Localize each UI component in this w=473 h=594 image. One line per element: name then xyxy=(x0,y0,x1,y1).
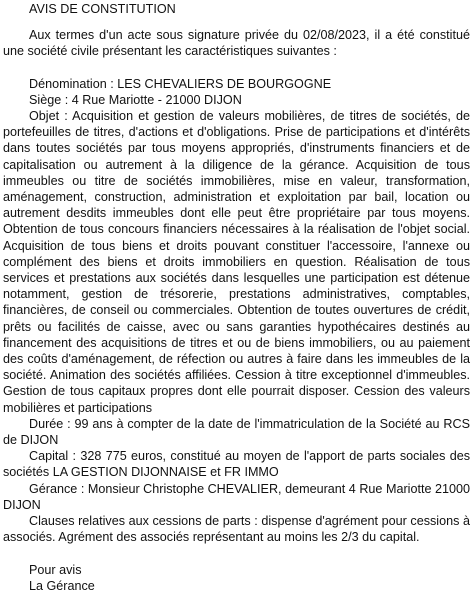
company-gerance: Gérance : Monsieur Christophe CHEVALIER, demeurant 4 Rue Mariotte 21000 DIJON xyxy=(3,481,470,512)
company-siege: Siège : 4 Rue Mariotte - 21000 DIJON xyxy=(29,92,242,107)
company-objet: Objet : Acquisition et gestion de valeurs mobilières, de titres de sociétés, de portefeuilles de titres, d'actions et d'obligations. Prise de participations et d'intérêts dans toutes sociétés par tous moyens appropriés, d'instruments financiers et de capitalisation ou autrement à la diligence de la gérance. Acquisition de tous immeubles ou titre de sociétés immobilières, mise en valeur, transformation, aménagement, construction, administration et exploitation par bail, location ou autrement desdits immeubles dont elle peut être propriétaire par tous moyens. Obtention de tous concours financiers nécessaires à la réalisation de l'objet social. Acquisition de tous biens et droits pouvant constituer l'accessoire, l'annexe ou complément des biens et droits immobiliers en question. Réalisation de tous services et prestations aux sociétés dans lesquelles une participation est détenue notamment, gestion de trésorerie, prestations administratives, comptables, financières, de conseil ou commerciales. Obtention de toutes ouvertures de crédit, prêts ou facilités de caisse, avec ou sans garanties hypothécaires destinés au financement des acquisitions de titres et ou de biens immobiliers, ou au paiement des coûts d'aménagement, de réfection ou autres à faire dans les immeubles de la société. Animation des sociétés affiliées. Cession à titre exceptionnel d'immeubles. Gestion de tous capitaux propres dont elle pourrait disposer. Cession des valeurs mobilières et participations xyxy=(3,109,470,415)
company-duree: Durée : 99 ans à compter de la date de l'immatriculation de la Société au RCS de DIJON xyxy=(3,416,470,448)
company-capital: Capital : 328 775 euros, constitué au moyen de l'apport de parts sociales des sociétés LA GESTION DIJONNAISE et FR IMMO xyxy=(3,449,470,480)
company-denomination: Dénomination : LES CHEVALIERS DE BOURGOGNE xyxy=(29,76,332,91)
notice-title: AVIS DE CONSTITUTION xyxy=(29,2,176,16)
spacer xyxy=(3,17,470,27)
spacer xyxy=(3,546,470,562)
closing-formula: Pour avis xyxy=(29,562,82,577)
signature: La Gérance xyxy=(29,578,95,593)
notice-intro: Aux termes d'un acte sous signature privée du 02/08/2023, il a été constitué une société civile présentant les caractéristiques suivantes : xyxy=(3,28,470,59)
spacer xyxy=(3,60,470,76)
share-transfer-clauses: Clauses relatives aux cessions de parts : dispense d'agrément pour cessions à associés. Agrément des associés représentant au moins les 2/3 du capital. xyxy=(3,514,470,545)
